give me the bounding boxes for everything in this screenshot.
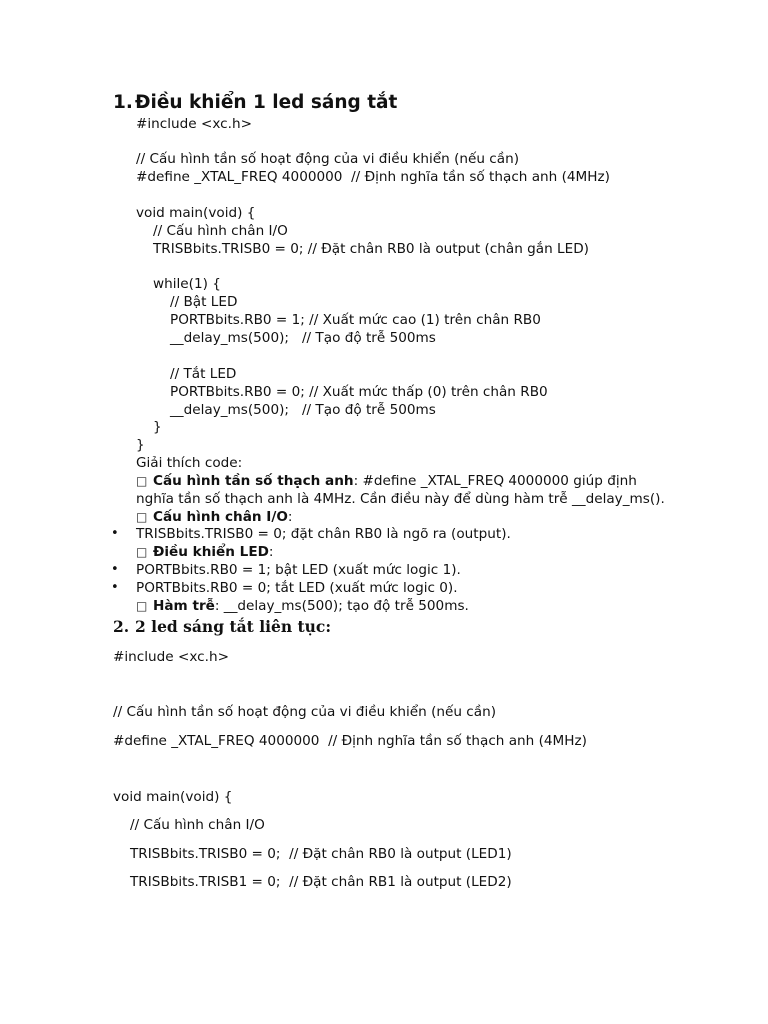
code-line: // Tắt LED [170, 366, 237, 382]
code-line: TRISBbits.TRISB0 = 0; // Đặt chân RB0 là output (LED1) [130, 846, 512, 862]
symbol-icon: □ [136, 510, 148, 524]
code-line: TRISBbits.TRISB1 = 0; // Đặt chân RB1 là output (LED2) [130, 874, 512, 890]
code-line: // Cấu hình tần số hoạt động của vi điều khiển (nếu cần) [113, 704, 497, 720]
code-line: // Cấu hình chân I/O [130, 817, 265, 833]
code-line: #include <xc.h> [136, 116, 252, 132]
code-line: while(1) { [153, 276, 221, 292]
bullet-icon: • [111, 562, 119, 577]
bullet-item: PORTBbits.RB0 = 1; bật LED (xuất mức logic 1). [136, 562, 461, 578]
explain-item-text: : [287, 509, 293, 525]
section-2-number: 2. [113, 617, 130, 636]
bullet-item: PORTBbits.RB0 = 0; tắt LED (xuất mức logic 0). [136, 580, 458, 596]
code-line: // Bật LED [170, 294, 238, 310]
explain-item-heading: Cấu hình tần số thạch anh [153, 473, 354, 489]
code-line: #include <xc.h> [113, 649, 229, 665]
code-line: // Cấu hình tần số hoạt động của vi điều khiển (nếu cần) [136, 151, 520, 167]
symbol-icon: □ [136, 599, 148, 613]
section-1-title: Điều khiển 1 led sáng tắt [135, 92, 398, 113]
code-line: #define _XTAL_FREQ 4000000 // Định nghĩa tần số thạch anh (4MHz) [113, 733, 587, 749]
section-2-title: 2 led sáng tắt liên tục: [135, 617, 332, 636]
explain-item [136, 597, 469, 615]
explain-item [136, 508, 292, 526]
section-2-heading [113, 616, 331, 638]
code-line: void main(void) { [136, 205, 256, 221]
bullet-icon: • [111, 526, 119, 541]
code-line: PORTBbits.RB0 = 0; // Xuất mức thấp (0) trên chân RB0 [170, 384, 548, 400]
symbol-icon: □ [136, 545, 148, 559]
explain-title: Giải thích code: [136, 455, 243, 471]
explain-item-text: : __delay_ms(500); tạo độ trễ 500ms. [214, 598, 469, 614]
code-line: void main(void) { [113, 789, 233, 805]
bullet-icon: • [111, 580, 119, 595]
explain-item-heading: Hàm trễ [153, 598, 215, 614]
explain-item-text: : [268, 544, 274, 560]
code-line: } [136, 437, 145, 453]
code-line: // Cấu hình chân I/O [153, 223, 288, 239]
code-line: PORTBbits.RB0 = 1; // Xuất mức cao (1) trên chân RB0 [170, 312, 541, 328]
explain-item-continuation: nghĩa tần số thạch anh là 4MHz. Cần điều này để dùng hàm trễ __delay_ms(). [136, 491, 665, 507]
symbol-icon: □ [136, 474, 148, 488]
explain-item [136, 472, 637, 490]
code-line: __delay_ms(500); // Tạo độ trễ 500ms [170, 402, 436, 418]
section-1-number: 1. [113, 92, 133, 113]
explain-item [136, 543, 274, 561]
code-line: __delay_ms(500); // Tạo độ trễ 500ms [170, 330, 436, 346]
section-1-heading [113, 91, 397, 115]
code-line: TRISBbits.TRISB0 = 0; // Đặt chân RB0 là output (chân gắn LED) [153, 241, 589, 257]
explain-item-heading: Cấu hình chân I/O [153, 509, 288, 525]
code-line: #define _XTAL_FREQ 4000000 // Định nghĩa tần số thạch anh (4MHz) [136, 169, 610, 185]
explain-item-text: : #define _XTAL_FREQ 4000000 giúp định [353, 473, 637, 489]
bullet-item: TRISBbits.TRISB0 = 0; đặt chân RB0 là ngõ ra (output). [136, 526, 511, 542]
explain-item-heading: Điều khiển LED [153, 544, 269, 560]
code-line: } [153, 419, 162, 435]
